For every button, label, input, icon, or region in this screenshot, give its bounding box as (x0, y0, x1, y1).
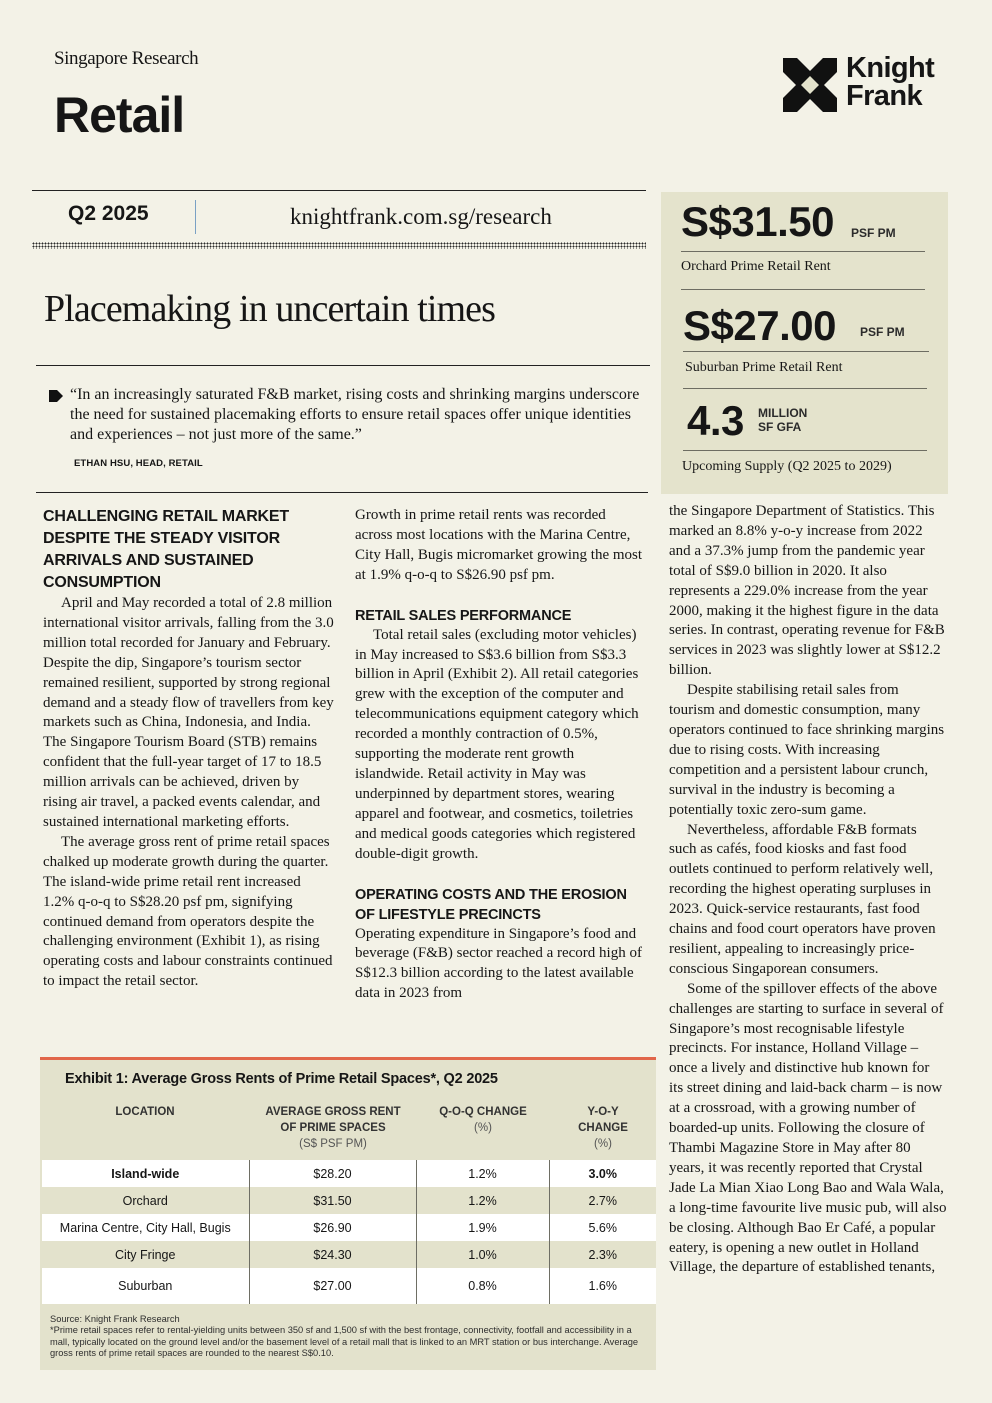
cell-yoy: 5.6% (549, 1214, 656, 1241)
cell-location: City Fringe (42, 1241, 249, 1268)
pull-quote: “In an increasingly saturated F&B market, rising costs and shrinking margins underscore the need for sustained placemaking efforts to ensure retail spaces offer unique identities and experiences – not just more of the same.” (70, 386, 640, 443)
logo-wordmark (846, 54, 934, 110)
cell-yoy: 1.6% (549, 1268, 656, 1304)
column-header-rent-unit: (S$ PSF PM) (299, 1138, 367, 1150)
cell-qoq: 0.8% (416, 1268, 549, 1304)
kpi-orchard-value: S$31.50 (681, 198, 834, 245)
cell-qoq: 1.2% (416, 1187, 549, 1214)
section-heading-retail-sales: RETAIL SALES PERFORMANCE (355, 607, 572, 624)
report-kicker: Singapore Research (54, 48, 199, 69)
page-title: Retail (54, 87, 185, 143)
kpi-divider (681, 289, 925, 290)
paragraph: the Singapore Department of Statistics. This marked an 8.8% y-o-y increase from 2022 and a 37.3% jump from the pandemic year total of S$9.0 billion in 2020. It also represents a 229.0% increase from the year 2000, making it the highest figure in the data series. In contrast, operating revenue for F&B services in 2023 was slightly lower at S$12.2 billion. (669, 503, 945, 679)
paragraph: Nevertheless, affordable F&B formats such as cafés, food kiosks and fast food outlets continued to perform relatively well, recording the highest operating surpluses in 2023. Quick-service restaurants, fast food chains and food court operators have proven resilient, appealing to increasingly price-conscious Singaporean consumers. (669, 821, 936, 977)
column-header-yoy-line1: Y-O-Y (587, 1106, 619, 1118)
cell-qoq: 1.2% (416, 1160, 549, 1187)
cell-yoy: 2.3% (549, 1241, 656, 1268)
table-row (42, 1241, 656, 1268)
column-header-yoy (560, 1104, 646, 1152)
cell-rent: $31.50 (249, 1187, 416, 1214)
table-row (42, 1187, 656, 1214)
kpi-suburban-label: Suburban Prime Retail Rent (685, 360, 843, 375)
kpi-suburban-unit: PSF PM (860, 325, 905, 339)
cell-yoy: 2.7% (549, 1187, 656, 1214)
cell-rent: $26.90 (249, 1214, 416, 1241)
quote-marker-icon (48, 389, 64, 403)
kpi-divider (683, 450, 927, 451)
quarter-separator (195, 200, 196, 234)
rents-table (42, 1160, 656, 1304)
cell-rent: $27.00 (249, 1268, 416, 1304)
kpi-supply-label: Upcoming Supply (Q2 2025 to 2029) (682, 459, 892, 474)
kpi-divider (681, 251, 925, 252)
column-header-qoq-text: Q-O-Q CHANGE (439, 1106, 527, 1118)
kpi-supply-unit-line1: MILLION (758, 406, 808, 420)
paragraph: April and May recorded a total of 2.8 million international visitor arrivals, falling from the 3.0 million total recorded for January and February. Despite the dip, Singapore’s tourism sector remained resilient, supported by strong regional demand and a steady flow of travellers from key markets such as China, Indonesia, and India. The Singapore Tourism Board (STB) remains confident that the full-year target of 17 to 18.5 million arrivals can be achieved, driven by rising air travel, a packed events calendar, and sustained international marketing efforts. (43, 595, 334, 830)
column-header-yoy-unit: (%) (594, 1138, 612, 1150)
logo-line-knight: Knight (846, 52, 935, 84)
cell-yoy: 3.0% (549, 1160, 656, 1187)
cell-location: Suburban (42, 1268, 249, 1304)
kpi-supply-value: 4.3 (687, 397, 744, 444)
paragraph: Despite stabilising retail sales from tourism and domestic consumption, many operators continued to face shrinking margins due to rising costs. With increasing competition and a persistent labour crunch, survival in the industry is becoming a potentially toxic zero-sum game. (669, 682, 945, 818)
quote-author: ETHAN HSU, HEAD, RETAIL (74, 458, 203, 469)
kpi-divider (683, 351, 929, 352)
article-headline: Placemaking in uncertain times (44, 288, 496, 330)
column-header-rent-line1: AVERAGE GROSS RENT (265, 1106, 401, 1118)
body-divider (36, 492, 648, 493)
column-header-rent-line2: OF PRIME SPACES (280, 1122, 386, 1134)
cell-qoq: 1.9% (416, 1214, 549, 1241)
kpi-supply-unit (758, 406, 807, 434)
paragraph: Total retail sales (excluding motor vehicles) in May increased to S$3.6 billion from S$3.3 billion in April (Exhibit 2). All retail categories grew with the exception of the computer and telecommunications equipment category which recorded a monthly contraction of 0.5%, supporting the moderate rent growth islandwide. Retail activity in May was underpinned by department stores, wearing apparel and footwear, and cosmetics, toiletries and medical goods categories which registered double-digit growth. (355, 626, 639, 862)
article-column-2 (355, 506, 645, 1004)
dotted-divider (32, 242, 646, 249)
article-column-3 (669, 502, 947, 1278)
table-row (42, 1214, 656, 1241)
section-heading-challenging-market: CHALLENGING RETAIL MARKET DESPITE THE STEADY VISITOR ARRIVALS AND SUSTAINED CONSUMPTION (43, 508, 289, 591)
cell-location: Marina Centre, City Hall, Bugis (42, 1214, 249, 1241)
table-row (42, 1268, 656, 1304)
section-heading-operating-costs: OPERATING COSTS AND THE EROSION OF LIFESTYLE PRECINCTS (355, 886, 627, 923)
paragraph: The average gross rent of prime retail spaces chalked up moderate growth during the quarter. The island-wide prime retail rent increased 1.2% q-o-q to S$28.20 psf pm, signifying continued demand from operators despite the challenging environment (Exhibit 1), as rising operating costs and labour constraints continued to impact the retail sector. (43, 833, 333, 990)
table-row (42, 1160, 656, 1187)
cell-location: Island-wide (42, 1160, 249, 1187)
column-header-location (100, 1104, 190, 1120)
cell-qoq: 1.0% (416, 1241, 549, 1268)
cell-location: Orchard (42, 1187, 249, 1214)
logo-line-frank: Frank (846, 80, 922, 112)
column-header-qoq (418, 1104, 548, 1136)
exhibit-accent-bar (40, 1057, 656, 1060)
cell-rent: $28.20 (249, 1160, 416, 1187)
top-divider (32, 190, 646, 191)
research-url-link[interactable]: knightfrank.com.sg/research (290, 204, 552, 229)
exhibit-notes (50, 1314, 640, 1360)
cell-rent: $24.30 (249, 1241, 416, 1268)
column-header-qoq-unit: (%) (474, 1122, 492, 1134)
kpi-divider (683, 388, 927, 389)
report-quarter: Q2 2025 (68, 202, 149, 225)
article-column-1 (43, 506, 335, 992)
column-header-yoy-line2: CHANGE (578, 1122, 628, 1134)
exhibit-source: Source: Knight Frank Research (50, 1314, 180, 1324)
kpi-supply-unit-line2: SF GFA (758, 420, 802, 434)
paragraph: Growth in prime retail rents was recorded across most locations with the Marina Centre, City Hall, Bugis micromarket growing the most at 1.9% q-o-q to S$26.90 psf pm. (355, 507, 643, 583)
kpi-orchard-label: Orchard Prime Retail Rent (681, 259, 831, 274)
exhibit-title: Exhibit 1: Average Gross Rents of Prime Retail Spaces*, Q2 2025 (65, 1071, 498, 1087)
exhibit-footnote: *Prime retail spaces refer to rental-yielding units between 350 sf and 1,500 sf with the best frontage, connectivity, footfall and accessibility in a mall, typically located on the ground level and/or the basement level of a retail mall that is linked to an MRT station or bus interchange. Average gross rents of prime retail spaces are rounded to the nearest S$0.10. (50, 1325, 639, 1359)
kpi-suburban-value: S$27.00 (683, 302, 836, 349)
paragraph: Operating expenditure in Singapore’s food and beverage (F&B) sector reached a record high of S$12.3 billion according to the latest available data in 2023 from (355, 925, 642, 1002)
column-header-location-text: LOCATION (115, 1106, 175, 1118)
column-header-rent (252, 1104, 414, 1152)
paragraph: Some of the spillover effects of the above challenges are starting to surface in several of Singapore’s most recognisable lifestyle precincts. For instance, Holland Village – once a lively and distinctive hub known for its street dining and laid-back charm – is now at a crossroad, with a growing number of boarded-up units. Following the closure of Thambi Magazine Store in May after 80 years, it was recently reported that Crystal Jade La Mian Xiao Long Bao and Wala Wala, a long-time favourite live music pub, will also be closing. Although Bao Er Café, a popular eatery, is opening a new outlet in Holland Village, the departure of established tenants, (669, 980, 947, 1276)
headline-divider (36, 365, 650, 366)
kpi-orchard-unit: PSF PM (851, 226, 896, 240)
